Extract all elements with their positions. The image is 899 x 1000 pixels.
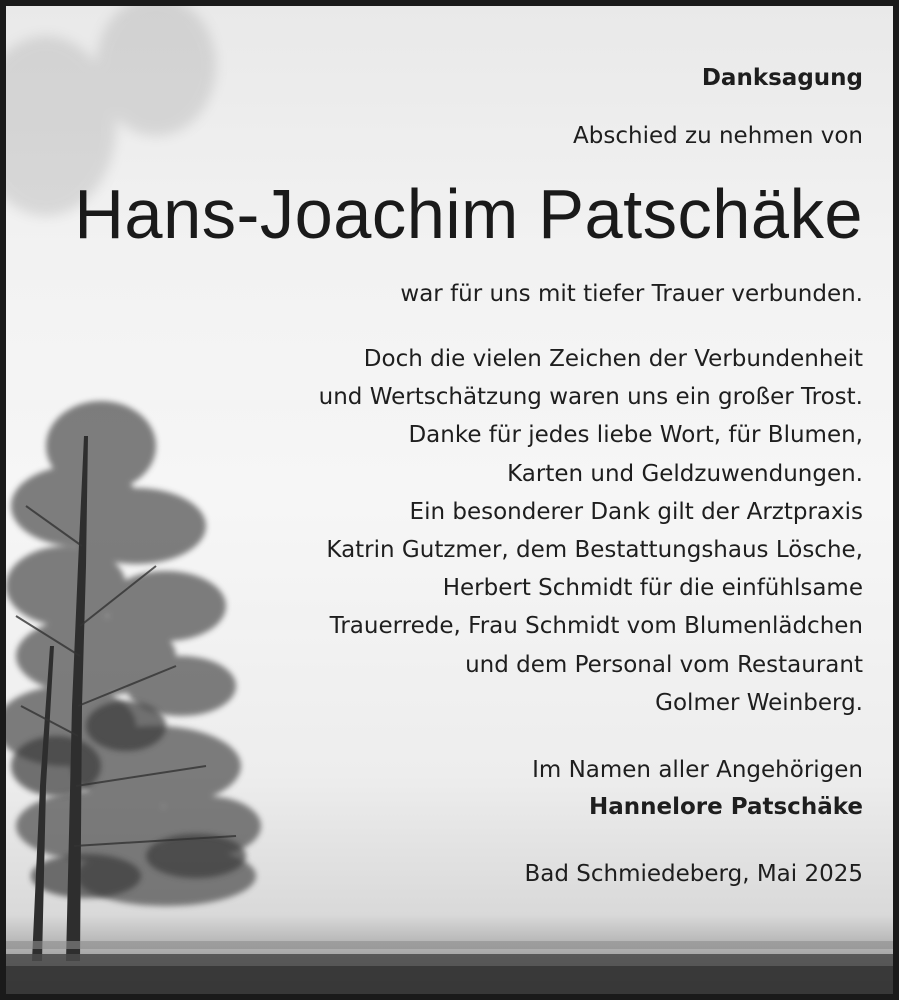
text-line: Trauerrede, Frau Schmidt vom Blumenlädchen <box>329 613 863 640</box>
text-line: und Wertschätzung waren uns ein großer Trost. <box>318 384 863 411</box>
intro-line: Abschied zu nehmen von <box>573 123 863 149</box>
text-line: Katrin Gutzmer, dem Bestattungshaus Lösche, <box>326 537 863 564</box>
text-line: Golmer Weinberg. <box>655 689 863 716</box>
notice-text <box>43 60 863 892</box>
text-line: und dem Personal vom Restaurant <box>465 651 863 678</box>
signatory-name: Hannelore Patschäke <box>588 794 863 821</box>
closing-block <box>43 752 863 826</box>
text-line: Karten und Geldzuwendungen. <box>507 460 863 487</box>
text-line: Danke für jedes liebe Wort, für Blumen, <box>408 422 863 449</box>
text-line: Doch die vielen Zeichen der Verbundenheit <box>363 346 863 372</box>
place-date: Bad Schmiedeberg, Mai 2025 <box>524 861 863 888</box>
text-line: Ein besonderer Dank gilt der Arztpraxis <box>409 498 863 525</box>
notice-heading: Danksagung <box>701 65 863 91</box>
text-line: Herbert Schmidt für die einfühlsame <box>442 575 863 602</box>
closing-line: Im Namen aller Angehörigen <box>532 757 863 784</box>
subline: war für uns mit tiefer Trauer verbunden. <box>400 281 863 307</box>
deceased-name: Hans-Joachim Patschäke <box>74 175 864 253</box>
thanks-paragraph <box>43 340 863 722</box>
